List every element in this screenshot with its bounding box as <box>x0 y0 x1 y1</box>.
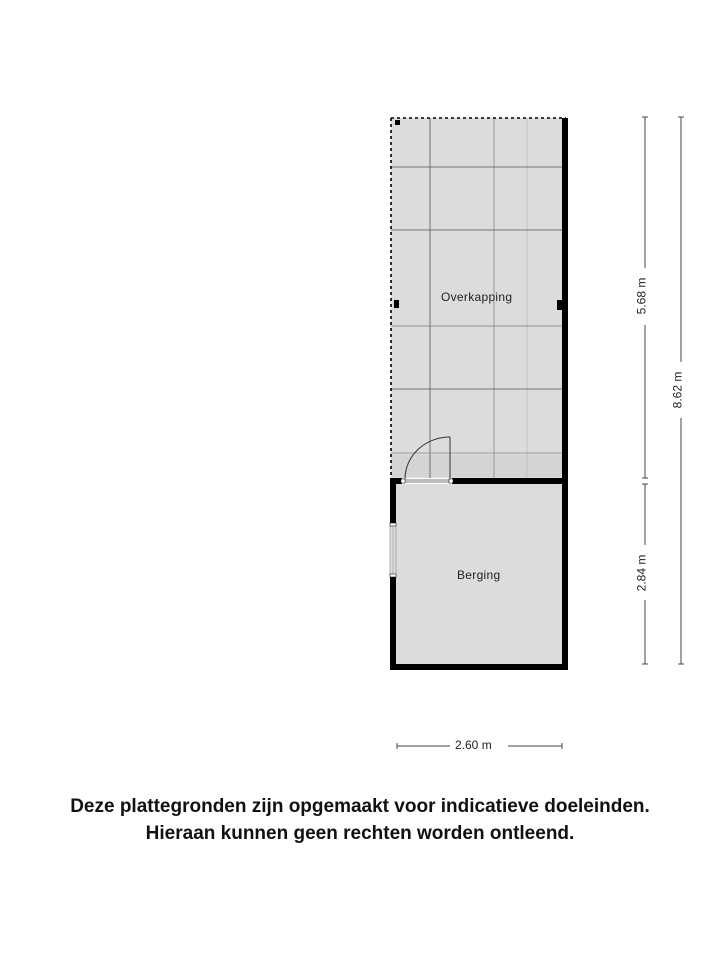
dimension-height-total: 8.62 m <box>670 371 685 409</box>
post <box>557 300 563 310</box>
dimension-height-overkapping: 5.68 m <box>634 277 649 315</box>
dimension-width: 2.60 m <box>455 738 492 752</box>
wall-left-berging <box>390 478 396 524</box>
wall-left-berging <box>390 576 396 670</box>
room-label-berging: Berging <box>457 568 501 582</box>
wall-right <box>562 118 568 670</box>
disclaimer <box>0 793 720 847</box>
window-icon <box>390 523 396 577</box>
wall-top-berging <box>452 478 564 484</box>
room-label-overkapping: Overkapping <box>441 290 513 304</box>
disclaimer-line-1: Deze plattegronden zijn opgemaakt voor indicatieve doeleinden. <box>70 796 650 817</box>
disclaimer-line-2: Hieraan kunnen geen rechten worden ontleend. <box>145 823 575 844</box>
wall-bottom-berging <box>390 664 568 670</box>
post <box>395 120 400 125</box>
post <box>394 300 399 308</box>
dimension-height-berging: 2.84 m <box>634 554 649 592</box>
